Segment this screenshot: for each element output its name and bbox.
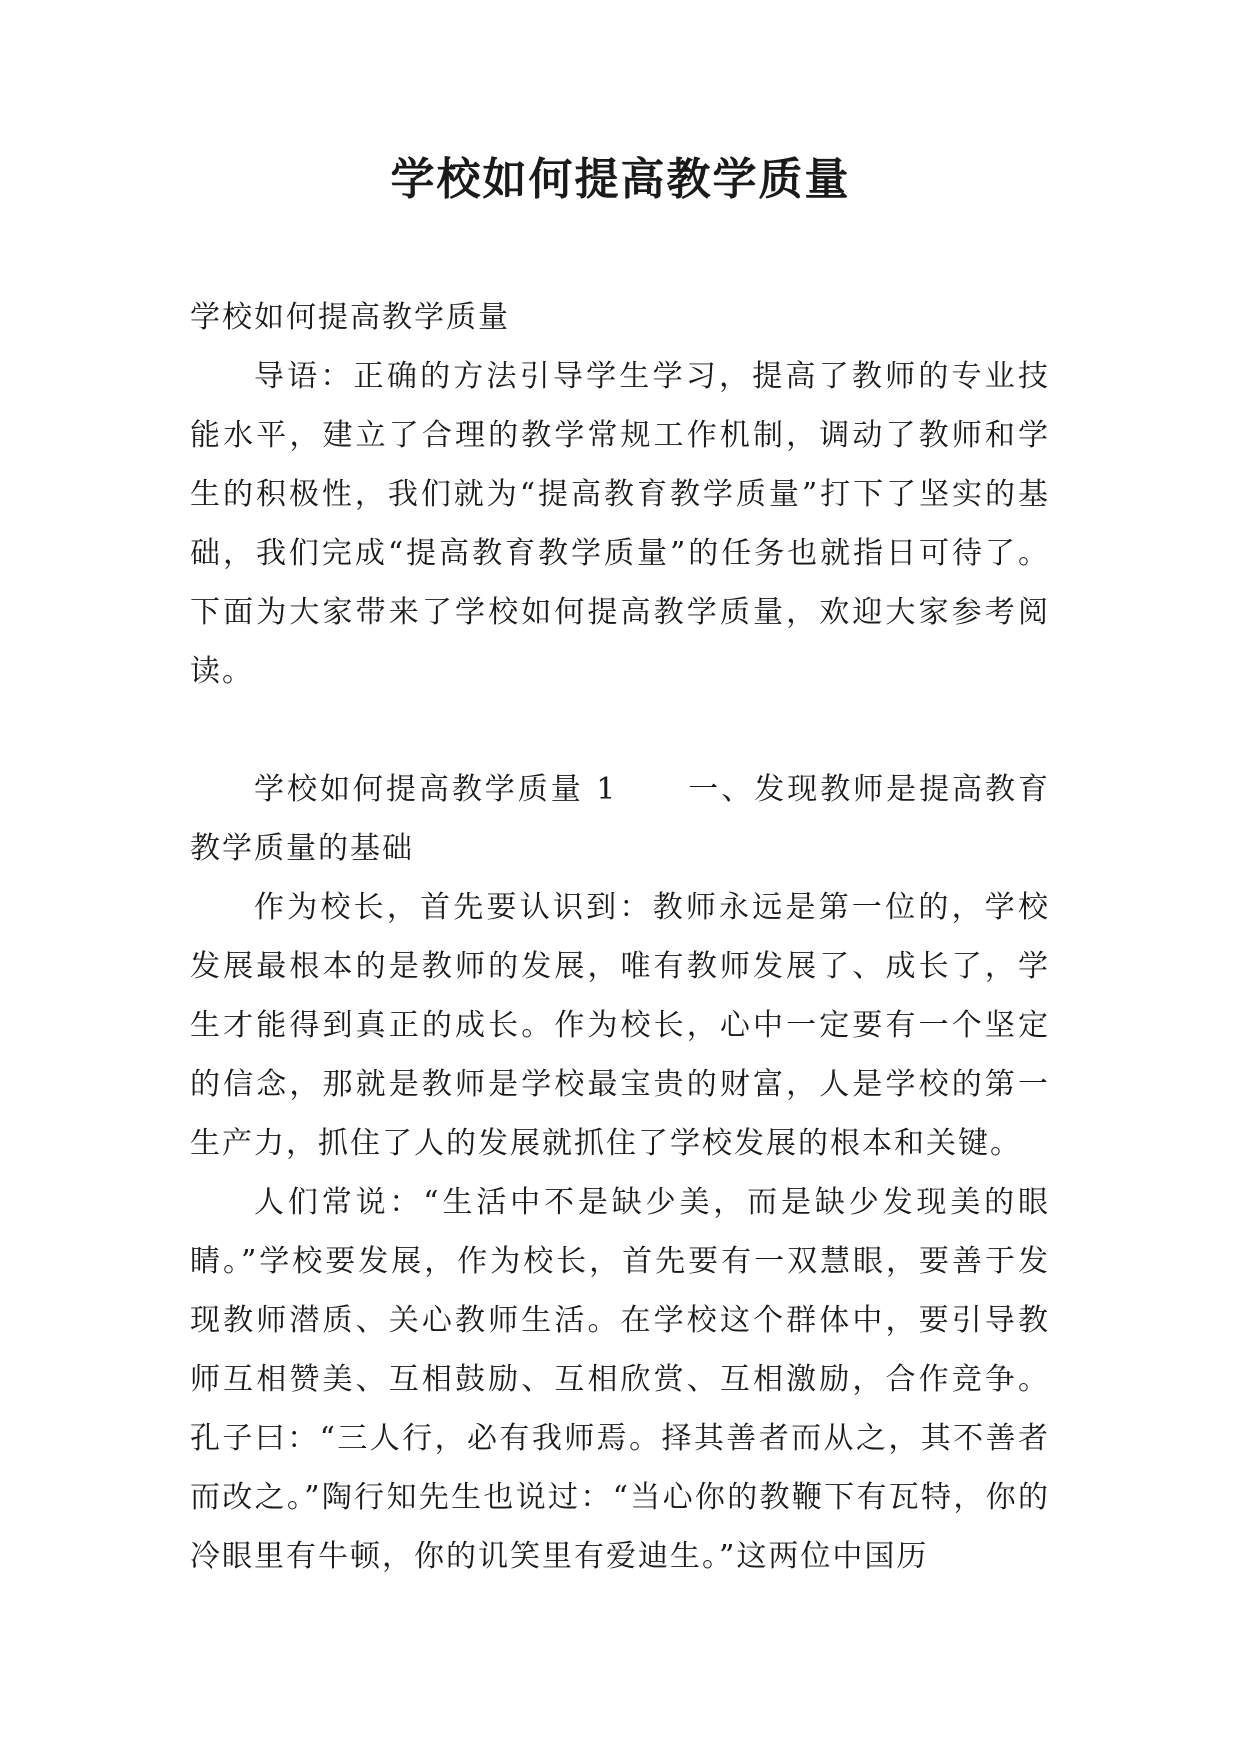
intro-paragraph: 导语：正确的方法引导学生学习，提高了教师的专业技能水平，建立了合理的教学常规工作机制，调动了教师和学生的积极性，我们就为“提高教育教学质量”打下了坚实的基础，我们完成“提高教育教学质量”的任务也就指日可待了。下面为大家带来了学校如何提高教学质量，欢迎大家参考阅读。 xyxy=(190,359,1050,689)
section-title: 学校如何提高教学质量 1 xyxy=(254,772,618,807)
document-body xyxy=(190,288,1050,1586)
document-subtitle: 学校如何提高教学质量 xyxy=(190,300,510,335)
section-subheading: 一、发现教师是提高教育教学质量的基础 xyxy=(190,772,1050,866)
body-paragraph-2: 人们常说：“生活中不是缺少美，而是缺少发现美的眼睛。”学校要发展，作为校长，首先要有一双慧眼，要善于发现教师潜质、关心教师生活。在学校这个群体中，要引导教师互相赞美、互相鼓励、互相欣赏、互相激励，合作竞争。孔子曰：“三人行，必有我师焉。择其善者而从之，其不善者而改之。”陶行知先生也说过：“当心你的教鞭下有瓦特，你的冷眼里有牛顿，你的讥笑里有爱迪生。”这两位中国历 xyxy=(190,1185,1050,1574)
body-paragraph-1: 作为校长，首先要认识到：教师永远是第一位的，学校发展最根本的是教师的发展，唯有教师发展了、成长了，学生才能得到真正的成长。作为校长，心中一定要有一个坚定的信念，那就是教师是学校最宝贵的财富，人是学校的第一生产力，抓住了人的发展就抓住了学校发展的根本和关键。 xyxy=(190,890,1050,1161)
paragraph-gap xyxy=(190,701,1050,760)
section-heading xyxy=(190,760,1050,878)
document-title: 学校如何提高教学质量 xyxy=(390,154,851,205)
